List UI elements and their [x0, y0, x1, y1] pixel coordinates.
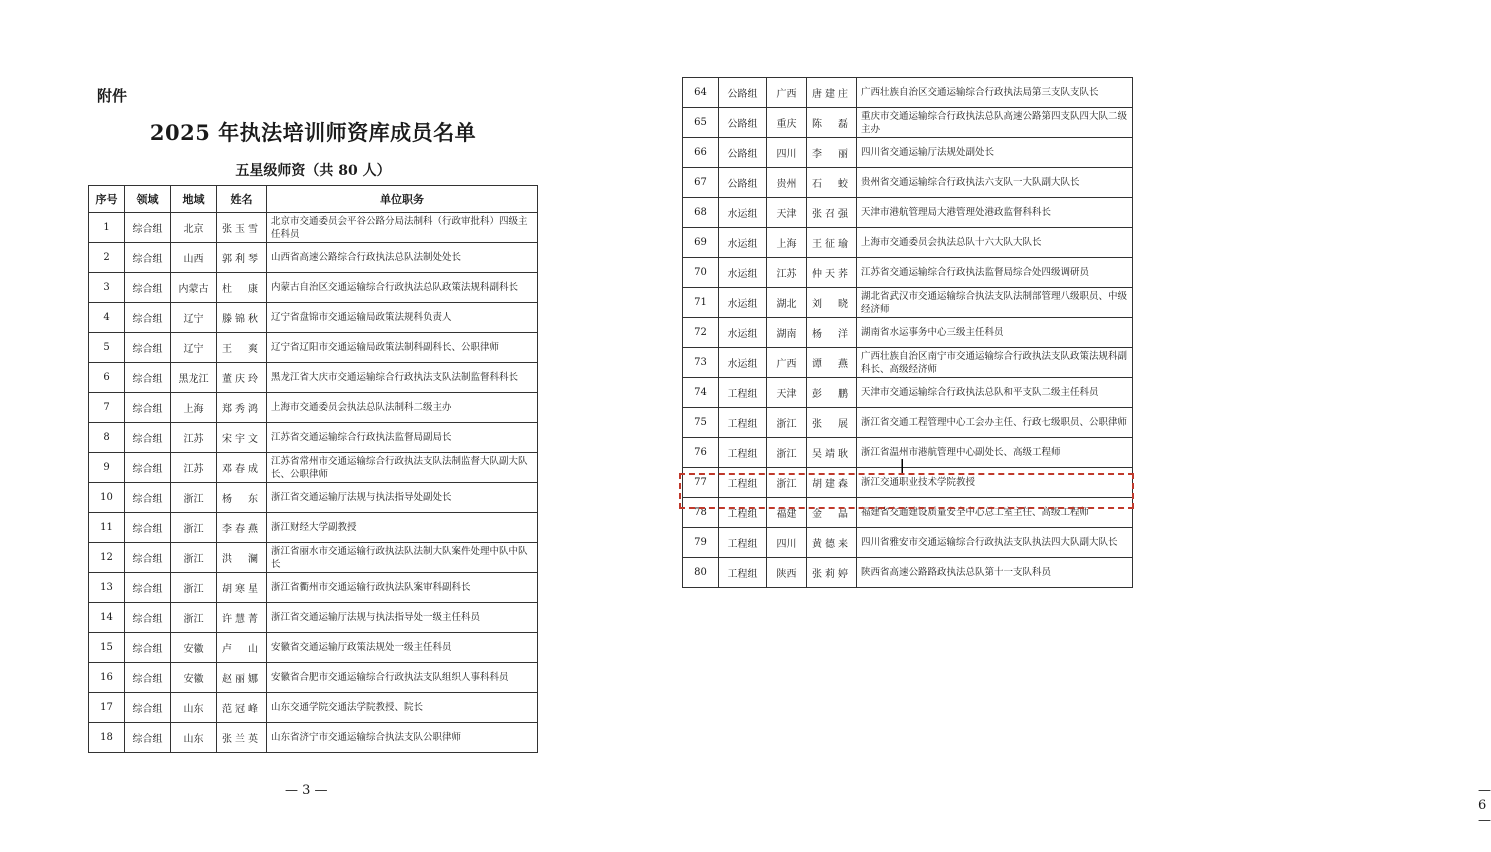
- row-position-cell: 安徽省合肥市交通运输综合行政执法支队组织人事科科员: [267, 663, 538, 693]
- row-region-cell: 江苏: [767, 258, 807, 288]
- row-position-cell: 辽宁省辽阳市交通运输局政策法制科副科长、公职律师: [267, 333, 538, 363]
- row-region-cell: 浙江: [171, 573, 217, 603]
- table-header-row: [89, 186, 538, 213]
- table-row: [683, 168, 1133, 198]
- row-no-cell: 70: [683, 258, 719, 288]
- row-field-cell: 综合组: [125, 393, 171, 423]
- row-position-cell: 贵州省交通运输综合行政执法六支队一大队副大队长: [857, 168, 1133, 198]
- row-region-cell: 上海: [767, 228, 807, 258]
- document-page-left: [0, 0, 600, 852]
- table-row: [683, 138, 1133, 168]
- row-name-cell: 金 晶: [807, 498, 857, 528]
- row-no-cell: 15: [89, 633, 125, 663]
- row-no-cell: 17: [89, 693, 125, 723]
- row-position-cell: 黑龙江省大庆市交通运输综合行政执法支队法制监督科科长: [267, 363, 538, 393]
- row-field-cell: 综合组: [125, 333, 171, 363]
- row-no-cell: 5: [89, 333, 125, 363]
- table-row: [89, 453, 538, 483]
- document-title: 2025 年执法培训师资库成员名单: [149, 120, 477, 145]
- table-row: [683, 528, 1133, 558]
- row-field-cell: 综合组: [125, 543, 171, 573]
- row-no-cell: 77: [683, 468, 719, 498]
- row-no-cell: 3: [89, 273, 125, 303]
- row-position-cell: 内蒙古自治区交通运输综合行政执法总队政策法规科副科长: [267, 273, 538, 303]
- table-row: [683, 228, 1133, 258]
- row-no-cell: 75: [683, 408, 719, 438]
- row-position-cell: 安徽省交通运输厅政策法规处一级主任科员: [267, 633, 538, 663]
- table-row: [89, 273, 538, 303]
- row-position-cell: 重庆市交通运输综合行政执法总队高速公路第四支队四大队二级主办: [857, 108, 1133, 138]
- row-name-cell: 范冠峰: [217, 693, 267, 723]
- row-no-cell: 79: [683, 528, 719, 558]
- row-position-cell: 浙江省丽水市交通运输行政执法队法制大队案件处理中队中队长: [267, 543, 538, 573]
- row-no-cell: 10: [89, 483, 125, 513]
- table-row: [89, 333, 538, 363]
- row-name-cell: 王 爽: [217, 333, 267, 363]
- row-position-cell: 广西壮族自治区南宁市交通运输综合行政执法支队政策法规科副科长、高级经济师: [857, 348, 1133, 378]
- row-no-cell: 7: [89, 393, 125, 423]
- row-region-cell: 重庆: [767, 108, 807, 138]
- row-position-cell: 山东省济宁市交通运输综合执法支队公职律师: [267, 723, 538, 753]
- row-region-cell: 天津: [767, 378, 807, 408]
- roster-table-left: [88, 185, 538, 753]
- row-region-cell: 陕西: [767, 558, 807, 588]
- row-field-cell: 公路组: [719, 108, 767, 138]
- row-field-cell: 水运组: [719, 348, 767, 378]
- row-name-cell: 张 展: [807, 408, 857, 438]
- row-field-cell: 综合组: [125, 573, 171, 603]
- row-position-cell: 浙江交通职业技术学院教授: [857, 468, 1133, 498]
- row-position-cell: 上海市交通委员会执法总队十六大队大队长: [857, 228, 1133, 258]
- table-row: [89, 513, 538, 543]
- row-region-cell: 辽宁: [171, 333, 217, 363]
- row-field-cell: 综合组: [125, 303, 171, 333]
- row-region-cell: 上海: [171, 393, 217, 423]
- row-field-cell: 综合组: [125, 213, 171, 243]
- header-name: 姓名: [217, 186, 267, 213]
- row-no-cell: 13: [89, 573, 125, 603]
- table-row: [683, 258, 1133, 288]
- row-field-cell: 综合组: [125, 363, 171, 393]
- table-row: [89, 423, 538, 453]
- row-position-cell: 浙江财经大学副教授: [267, 513, 538, 543]
- row-region-cell: 福建: [767, 498, 807, 528]
- row-position-cell: 湖北省武汉市交通运输综合执法支队法制部管理八级职员、中级经济师: [857, 288, 1133, 318]
- row-name-cell: 洪 澜: [217, 543, 267, 573]
- row-field-cell: 水运组: [719, 318, 767, 348]
- row-no-cell: 4: [89, 303, 125, 333]
- row-position-cell: 山西省高速公路综合行政执法总队法制处处长: [267, 243, 538, 273]
- row-region-cell: 安徽: [171, 633, 217, 663]
- row-name-cell: 杜 康: [217, 273, 267, 303]
- row-name-cell: 郑秀鸿: [217, 393, 267, 423]
- row-field-cell: 综合组: [125, 603, 171, 633]
- row-region-cell: 黑龙江: [171, 363, 217, 393]
- row-field-cell: 综合组: [125, 423, 171, 453]
- row-name-cell: 邓春成: [217, 453, 267, 483]
- header-field: 领域: [125, 186, 171, 213]
- row-region-cell: 浙江: [171, 483, 217, 513]
- row-region-cell: 山东: [171, 693, 217, 723]
- row-no-cell: 12: [89, 543, 125, 573]
- table-row: [683, 438, 1133, 468]
- row-name-cell: 刘 晓: [807, 288, 857, 318]
- table-row: [89, 363, 538, 393]
- row-no-cell: 72: [683, 318, 719, 348]
- row-name-cell: 赵丽娜: [217, 663, 267, 693]
- row-field-cell: 水运组: [719, 288, 767, 318]
- row-no-cell: 16: [89, 663, 125, 693]
- document-subtitle: 五星级师资（共 80 人）: [235, 163, 391, 179]
- row-no-cell: 80: [683, 558, 719, 588]
- highlight-box: [679, 473, 1134, 509]
- row-name-cell: 彭 鹏: [807, 378, 857, 408]
- page-number: — 6 —: [1478, 783, 1491, 828]
- row-no-cell: 2: [89, 243, 125, 273]
- row-no-cell: 66: [683, 138, 719, 168]
- row-region-cell: 江苏: [171, 423, 217, 453]
- row-position-cell: 天津市港航管理局大港管理处港政监督科科长: [857, 198, 1133, 228]
- row-no-cell: 78: [683, 498, 719, 528]
- table-row: [89, 483, 538, 513]
- row-name-cell: 仲天荞: [807, 258, 857, 288]
- text-cursor-icon: [901, 459, 904, 473]
- row-no-cell: 9: [89, 453, 125, 483]
- row-name-cell: 杨 洋: [807, 318, 857, 348]
- row-name-cell: 胡寒星: [217, 573, 267, 603]
- row-field-cell: 综合组: [125, 453, 171, 483]
- row-field-cell: 综合组: [125, 513, 171, 543]
- row-name-cell: 陈 磊: [807, 108, 857, 138]
- row-region-cell: 湖北: [767, 288, 807, 318]
- row-region-cell: 四川: [767, 528, 807, 558]
- row-position-cell: 江苏省交通运输综合行政执法监督局综合处四级调研员: [857, 258, 1133, 288]
- row-region-cell: 浙江: [767, 408, 807, 438]
- table-row: [683, 78, 1133, 108]
- row-field-cell: 工程组: [719, 378, 767, 408]
- attachment-label: 附件: [97, 87, 128, 105]
- row-no-cell: 76: [683, 438, 719, 468]
- row-region-cell: 四川: [767, 138, 807, 168]
- row-no-cell: 11: [89, 513, 125, 543]
- row-name-cell: 董庆玲: [217, 363, 267, 393]
- row-name-cell: 许慧菁: [217, 603, 267, 633]
- row-no-cell: 14: [89, 603, 125, 633]
- row-field-cell: 综合组: [125, 483, 171, 513]
- table-row: [89, 543, 538, 573]
- table-row: [89, 393, 538, 423]
- row-position-cell: 北京市交通委员会平谷公路分局法制科（行政审批科）四级主任科员: [267, 213, 538, 243]
- table-row: [683, 378, 1133, 408]
- row-no-cell: 1: [89, 213, 125, 243]
- row-region-cell: 北京: [171, 213, 217, 243]
- row-field-cell: 工程组: [719, 468, 767, 498]
- row-region-cell: 广西: [767, 78, 807, 108]
- row-field-cell: 综合组: [125, 663, 171, 693]
- row-field-cell: 综合组: [125, 693, 171, 723]
- row-name-cell: 郭利琴: [217, 243, 267, 273]
- row-region-cell: 浙江: [767, 438, 807, 468]
- row-position-cell: 浙江省交通运输厅法规与执法指导处副处长: [267, 483, 538, 513]
- row-position-cell: 上海市交通委员会执法总队法制科二级主办: [267, 393, 538, 423]
- row-position-cell: 浙江省交通运输厅法规与执法指导处一级主任科员: [267, 603, 538, 633]
- row-position-cell: 浙江省衢州市交通运输行政执法队案审科副科长: [267, 573, 538, 603]
- row-name-cell: 张兰英: [217, 723, 267, 753]
- table-row: [89, 723, 538, 753]
- row-name-cell: 张玉雪: [217, 213, 267, 243]
- row-region-cell: 浙江: [767, 468, 807, 498]
- row-no-cell: 64: [683, 78, 719, 108]
- row-field-cell: 综合组: [125, 723, 171, 753]
- header-region: 地域: [171, 186, 217, 213]
- row-no-cell: 71: [683, 288, 719, 318]
- row-field-cell: 工程组: [719, 408, 767, 438]
- table-row: [89, 663, 538, 693]
- row-name-cell: 张莉婷: [807, 558, 857, 588]
- row-field-cell: 公路组: [719, 78, 767, 108]
- row-field-cell: 水运组: [719, 228, 767, 258]
- header-position: 单位职务: [267, 186, 538, 213]
- row-no-cell: 67: [683, 168, 719, 198]
- row-position-cell: 湖南省水运事务中心三级主任科员: [857, 318, 1133, 348]
- row-position-cell: 四川省交通运输厅法规处副处长: [857, 138, 1133, 168]
- row-position-cell: 山东交通学院交通法学院教授、院长: [267, 693, 538, 723]
- row-region-cell: 山西: [171, 243, 217, 273]
- row-position-cell: 江苏省常州市交通运输综合行政执法支队法制监督大队副大队长、公职律师: [267, 453, 538, 483]
- row-name-cell: 石 蛟: [807, 168, 857, 198]
- table-row: [683, 288, 1133, 318]
- row-name-cell: 杨 东: [217, 483, 267, 513]
- row-position-cell: 陕西省高速公路路政执法总队第十一支队科员: [857, 558, 1133, 588]
- row-region-cell: 贵州: [767, 168, 807, 198]
- table-row: [683, 198, 1133, 228]
- row-region-cell: 浙江: [171, 603, 217, 633]
- row-no-cell: 69: [683, 228, 719, 258]
- row-field-cell: 工程组: [719, 528, 767, 558]
- row-name-cell: 李春燕: [217, 513, 267, 543]
- row-region-cell: 江苏: [171, 453, 217, 483]
- row-region-cell: 天津: [767, 198, 807, 228]
- row-name-cell: 胡建森: [807, 468, 857, 498]
- row-region-cell: 山东: [171, 723, 217, 753]
- table-row: [89, 303, 538, 333]
- row-position-cell: 江苏省交通运输综合行政执法监督局副局长: [267, 423, 538, 453]
- table-row: [89, 633, 538, 663]
- table-row: [683, 558, 1133, 588]
- row-field-cell: 水运组: [719, 198, 767, 228]
- header-no: 序号: [89, 186, 125, 213]
- row-name-cell: 张召强: [807, 198, 857, 228]
- row-no-cell: 65: [683, 108, 719, 138]
- row-field-cell: 水运组: [719, 258, 767, 288]
- row-name-cell: 宋宇文: [217, 423, 267, 453]
- row-position-cell: 辽宁省盘锦市交通运输局政策法规科负责人: [267, 303, 538, 333]
- row-region-cell: 湖南: [767, 318, 807, 348]
- row-region-cell: 浙江: [171, 543, 217, 573]
- row-name-cell: 吴靖耿: [807, 438, 857, 468]
- table-row: [683, 318, 1133, 348]
- table-row: [89, 603, 538, 633]
- row-field-cell: 工程组: [719, 438, 767, 468]
- row-position-cell: 天津市交通运输综合行政执法总队和平支队二级主任科员: [857, 378, 1133, 408]
- row-name-cell: 滕锦秋: [217, 303, 267, 333]
- row-name-cell: 黄德来: [807, 528, 857, 558]
- row-field-cell: 公路组: [719, 168, 767, 198]
- row-name-cell: 唐建庄: [807, 78, 857, 108]
- row-no-cell: 6: [89, 363, 125, 393]
- row-name-cell: 李 丽: [807, 138, 857, 168]
- table-row: [89, 693, 538, 723]
- roster-table-right: [682, 77, 1133, 588]
- row-position-cell: 浙江省温州市港航管理中心副处长、高级工程师: [857, 438, 1133, 468]
- row-no-cell: 73: [683, 348, 719, 378]
- row-field-cell: 工程组: [719, 558, 767, 588]
- row-name-cell: 谭 燕: [807, 348, 857, 378]
- row-field-cell: 综合组: [125, 273, 171, 303]
- row-no-cell: 68: [683, 198, 719, 228]
- row-name-cell: 王征瑜: [807, 228, 857, 258]
- row-position-cell: 福建省交通建设质量安全中心总工室主任、高级工程师: [857, 498, 1133, 528]
- row-position-cell: 四川省雅安市交通运输综合行政执法支队执法四大队副大队长: [857, 528, 1133, 558]
- page-number: — 3 —: [285, 783, 328, 798]
- row-region-cell: 广西: [767, 348, 807, 378]
- row-region-cell: 辽宁: [171, 303, 217, 333]
- table-row: [683, 348, 1133, 378]
- table-row: [89, 243, 538, 273]
- table-row: [683, 408, 1133, 438]
- table-row: [683, 108, 1133, 138]
- row-region-cell: 浙江: [171, 513, 217, 543]
- table-row: [89, 213, 538, 243]
- row-field-cell: 工程组: [719, 498, 767, 528]
- row-region-cell: 安徽: [171, 663, 217, 693]
- row-field-cell: 综合组: [125, 633, 171, 663]
- row-region-cell: 内蒙古: [171, 273, 217, 303]
- row-no-cell: 74: [683, 378, 719, 408]
- row-field-cell: 公路组: [719, 138, 767, 168]
- row-field-cell: 综合组: [125, 243, 171, 273]
- row-no-cell: 18: [89, 723, 125, 753]
- row-position-cell: 浙江省交通工程管理中心工会办主任、行政七级职员、公职律师: [857, 408, 1133, 438]
- row-no-cell: 8: [89, 423, 125, 453]
- table-row: [89, 573, 538, 603]
- row-position-cell: 广西壮族自治区交通运输综合行政执法局第三支队支队长: [857, 78, 1133, 108]
- row-name-cell: 卢 山: [217, 633, 267, 663]
